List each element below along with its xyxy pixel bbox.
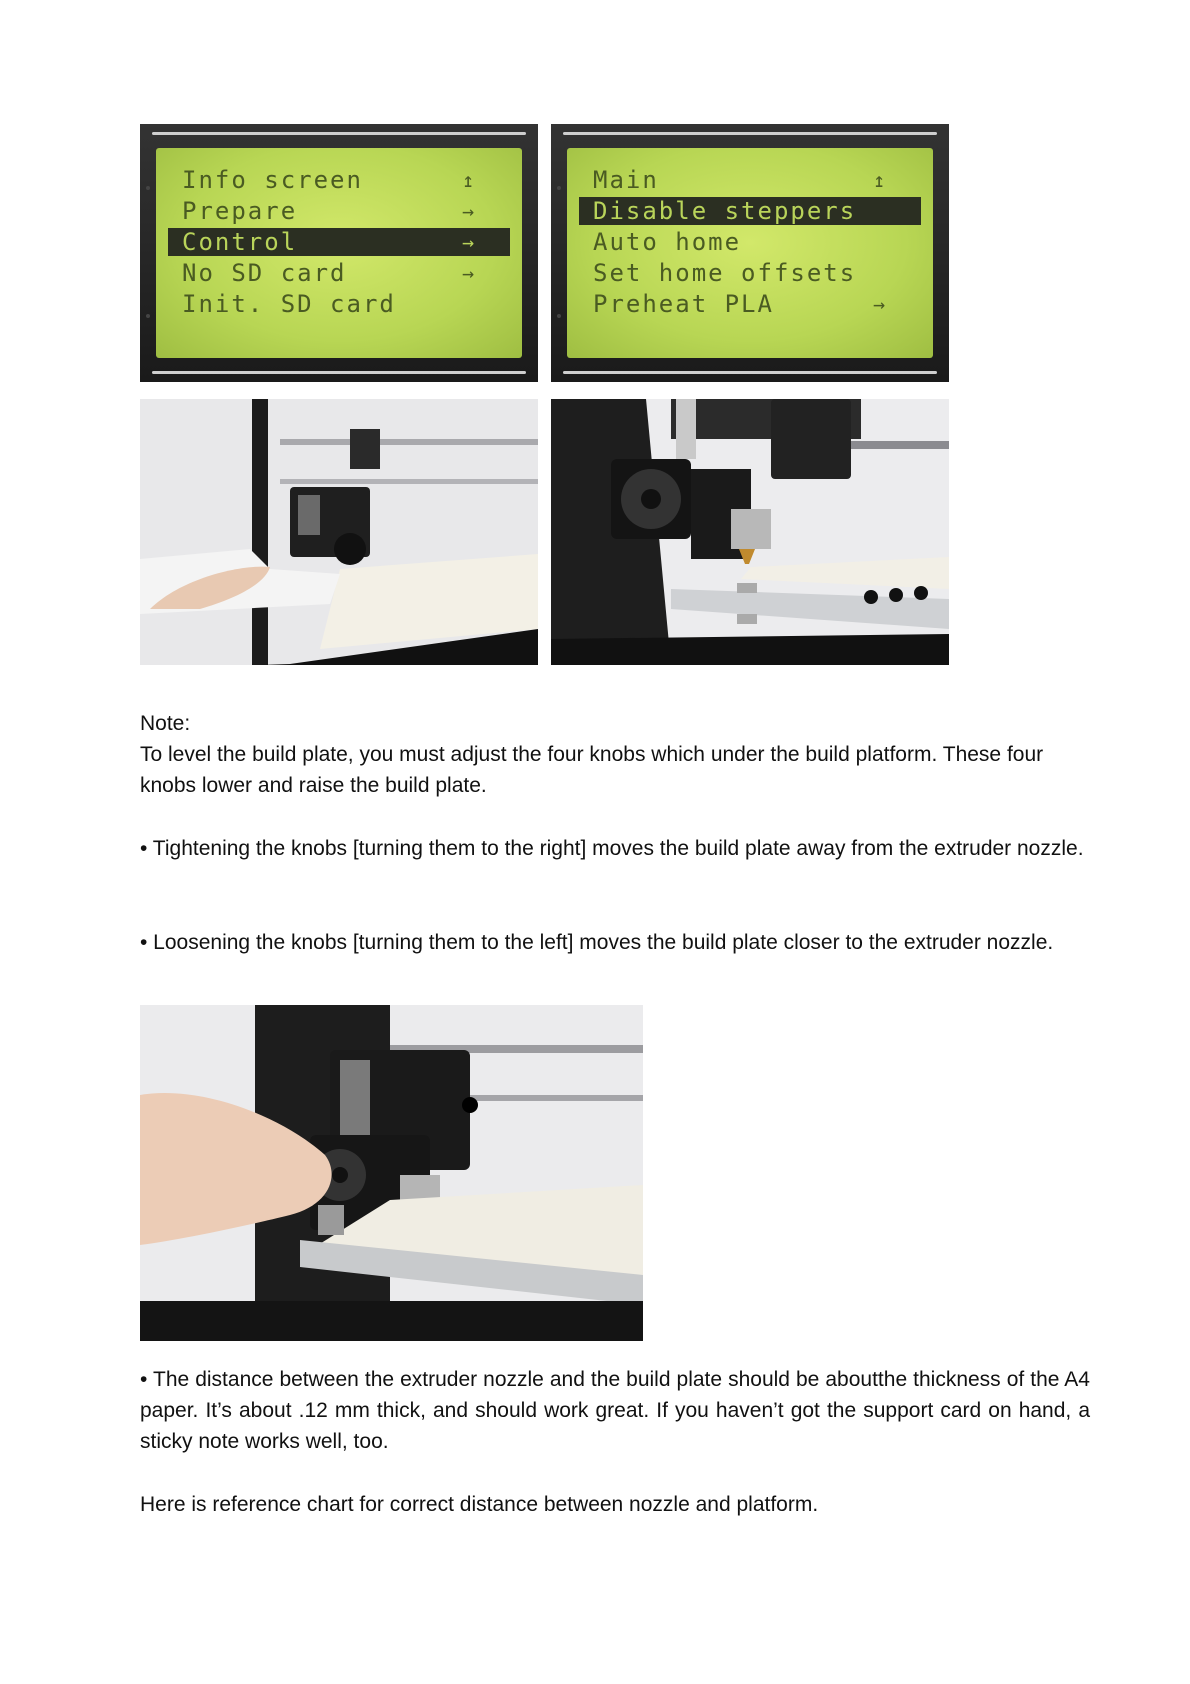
note-intro: To level the build plate, you must adjust the four knobs which under the build platform. These four knobs lower and raise the build plate. — [140, 743, 1044, 797]
lcd-screen — [567, 148, 933, 358]
note-closing: Here is reference chart for correct distance between nozzle and platform. — [140, 1493, 819, 1516]
lcd-row: Prepare → — [182, 197, 476, 225]
lcd-row-selected: Control → — [168, 228, 510, 256]
note-heading: Note: — [140, 712, 191, 735]
note-bullet-distance: • The distance between the extruder nozzle and the build plate should be aboutthe thickness of the A4 paper. It’s about .12 mm thick, and should work great. If you haven’t got the support card on hand, a sticky note works well, too. — [140, 1368, 1090, 1453]
lcd-row: Init. SD card — [182, 290, 396, 318]
note-bullet-tightening: • Tightening the knobs [turning them to the right] moves the build plate away from the extruder nozzle. — [140, 837, 1084, 860]
photo-paper-under-nozzle-wide — [140, 399, 538, 665]
lcd-photo-main-menu — [140, 124, 538, 382]
lcd-row-selected: Disable steppers — [579, 197, 921, 225]
lcd-row: Preheat PLA → — [593, 290, 887, 318]
lcd-row: Info screen ↥ — [182, 166, 476, 194]
photo-nozzle-closeup — [551, 399, 949, 665]
lcd-row: No SD card → — [182, 259, 476, 287]
lcd-row: Main ↥ — [593, 166, 887, 194]
note-bullet-loosening: • Loosening the knobs [turning them to the left] moves the build plate closer to the extruder nozzle. — [140, 931, 1054, 954]
lcd-row: Set home offsets — [593, 259, 857, 287]
lcd-photo-control-menu — [551, 124, 949, 382]
photo-adjusting-knob — [140, 1005, 643, 1341]
lcd-screen — [156, 148, 522, 358]
lcd-row: Auto home — [593, 228, 742, 256]
